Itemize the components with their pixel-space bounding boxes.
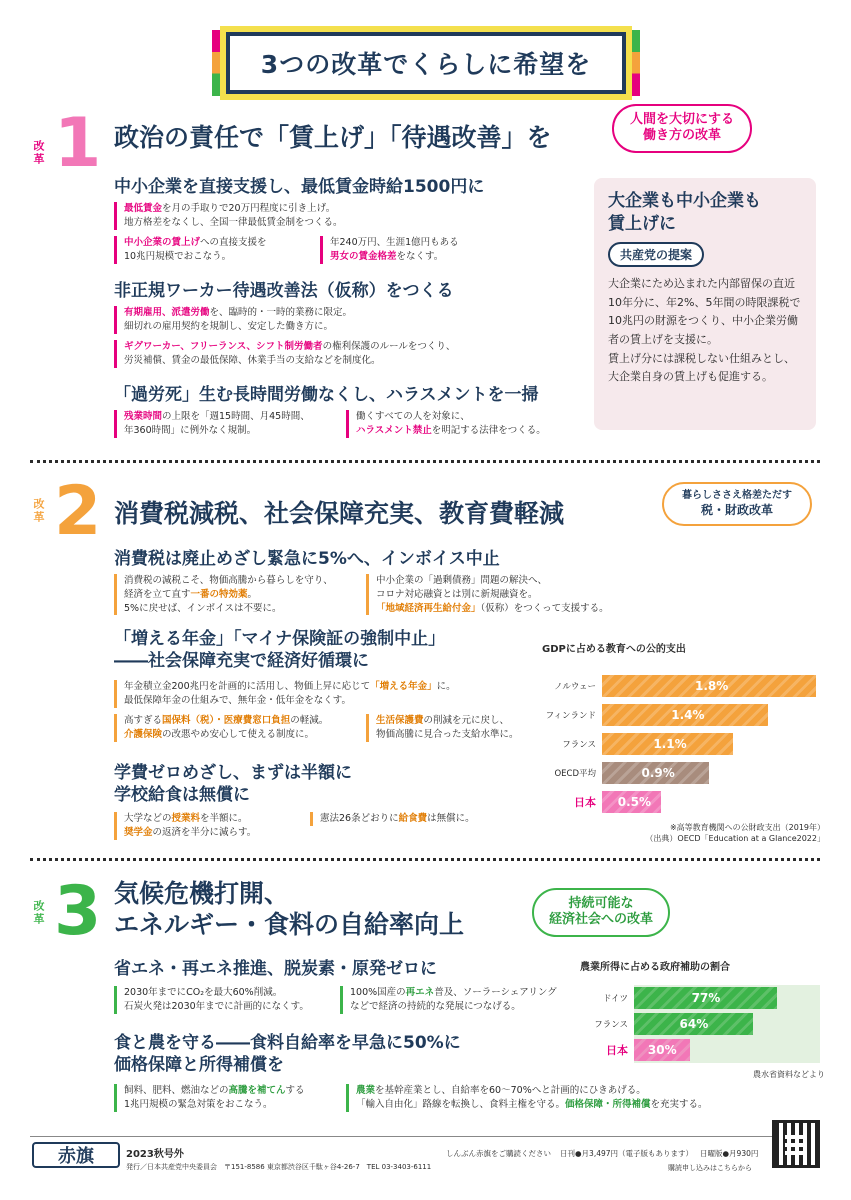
reform-number-1: 1 [54, 104, 102, 183]
chart-bar [602, 791, 661, 813]
t: 5%に戻せば、インボイスは不要に。 [124, 602, 282, 614]
hl: 高騰を補てん [228, 1085, 286, 1096]
s1-sub3: 「過労死」生む長時間労働なくし、ハラスメントを一掃 [114, 385, 539, 405]
hl: ギグワーカー、フリーランス、シフト制労働者 [124, 341, 323, 352]
s2-p7 [310, 812, 520, 826]
t: を月の手取りで20万円程度に引き上げ。 [162, 203, 336, 214]
t: 2030年までにCO₂を最大60%削減。 [124, 987, 283, 998]
hl: 介護保険 [124, 728, 163, 740]
s2-sub3 [114, 762, 352, 806]
t: を基幹産業とし、自給率を60～70%へと計画的にひきあげる。 [375, 1085, 646, 1096]
kaikaku-label-2: 改革 [32, 498, 45, 524]
t: などで経済の持続的な発展につなげる。 [350, 1000, 521, 1012]
s3-p1 [114, 986, 324, 1014]
chart-bar [602, 675, 816, 697]
chart-bar [634, 987, 777, 1009]
title-line: 気候危機打開、 [114, 879, 290, 908]
chart-row [580, 1037, 825, 1063]
t: 年240万円、生涯1億円もある [330, 237, 459, 248]
t: の返済を半分に減らす。 [152, 826, 257, 838]
t: 普及、ソーラーシェアリング [434, 987, 557, 998]
bubble-line: 税・財政改革 [700, 502, 773, 517]
section2-title: 消費税減税、社会保障充実、教育費軽減 [114, 499, 565, 528]
hl: 農業 [356, 1085, 376, 1096]
kaikaku-label-3: 改革 [32, 900, 45, 926]
chart-bar [602, 762, 709, 784]
s3-sub2 [114, 1032, 461, 1076]
bubble-line: 経済社会への改革 [548, 912, 653, 928]
t: は無償に。 [427, 813, 475, 824]
sunday-price: 日曜版●月930円 [700, 1149, 759, 1158]
education-chart [540, 640, 825, 850]
hl: 最低賃金 [124, 203, 163, 214]
t: 年360時間」に例外なく規制。 [124, 424, 257, 436]
headline-banner: 3つの改革でくらしに希望を [226, 32, 626, 94]
title-line: エネルギー・食料の自給率向上 [114, 910, 465, 940]
section1-title: 政治の責任で「賃上げ」「待遇改善」を [114, 123, 552, 152]
chart-row [580, 985, 825, 1011]
hl: 男女の賃金格差 [330, 250, 397, 262]
chart-bar [634, 1013, 753, 1035]
hl: 残業時間 [124, 411, 163, 422]
hl: 「地域経済再生給付金」 [376, 602, 481, 614]
s2-sub1: 消費税は廃止めざし緊急に5%へ、インボイス中止 [114, 549, 500, 569]
s3-p2 [340, 986, 560, 1014]
bubble-line: 持続可能な [568, 896, 634, 911]
chart-row [540, 700, 825, 729]
daily-price: 日刊●月3,497円（電子版もあります） [560, 1149, 694, 1158]
hl: 一番の特効薬 [190, 588, 248, 600]
chart-category-label: ノルウェー [554, 681, 596, 692]
hl: 奨学金 [124, 826, 153, 838]
qr-code-icon[interactable] [772, 1120, 820, 1168]
t: の改悪やめ安心して使える制度に。 [162, 728, 315, 740]
s2-sub2 [114, 628, 445, 672]
chart-row [580, 1011, 825, 1037]
footer [30, 1136, 820, 1137]
sub-line: ――社会保障充実で経済好循環に [114, 651, 369, 672]
s1-sub2: 非正規ワーカー待遇改善法（仮称）をつくる [114, 281, 454, 301]
chart-value-label: 1.4% [671, 707, 705, 722]
t: 細切れの雇用契約を規制し、安定した働き方に。 [124, 320, 334, 332]
chart-category-label: フランス [594, 1020, 628, 1030]
t: の権利保護のルールをつくり、 [322, 341, 456, 352]
bubble-line: 暮らしささえ格差ただす [682, 490, 792, 501]
hl: 授業料 [171, 813, 201, 824]
section2-bubble [662, 482, 812, 526]
s1-sub1: 中小企業を直接支援し、最低賃金時給1500円に [114, 177, 485, 197]
sub-line: 食と農を守る――食料自給率を早急に50%に [114, 1033, 461, 1053]
apply-link[interactable]: 購読申し込みはこちらから [668, 1164, 752, 1172]
t: 飼料、肥料、燃油などの [124, 1085, 229, 1096]
s2-p2 [366, 574, 646, 615]
kaikaku-label-1: 改革 [32, 140, 45, 166]
t: を、臨時的・一時的業務に限定。 [209, 307, 353, 318]
s3-sub1: 省エネ・再エネ推進、脱炭素・原発ゼロに [114, 959, 437, 979]
sub-line: 「増える年金」「マイナ保険証の強制中止」 [114, 629, 446, 649]
note-line: ※高等教育機関への公財政支出（2019年） [669, 823, 825, 832]
t: 10兆円規模でおこなう。 [124, 250, 232, 262]
t: する [285, 1085, 305, 1096]
chart-value-label: 77% [691, 991, 721, 1005]
t: コロナ対応融資とは別に新規融資を。 [376, 588, 538, 600]
s3-p3 [114, 1084, 334, 1112]
chart-row [540, 729, 825, 758]
sub-line: 価格保障と所得補償を [114, 1055, 284, 1076]
t: 物価高騰に見合った支給水準に。 [376, 728, 519, 740]
t: 大学などの [124, 813, 172, 824]
chart-title: 農業所得に占める政府補助の割合 [580, 962, 730, 973]
hl: 給食費 [398, 813, 428, 824]
chart-category-label: 日本 [574, 795, 596, 809]
s1-p3 [320, 236, 560, 264]
s2-p5 [366, 714, 536, 742]
s1-p6 [114, 410, 334, 438]
chart-note: 農水省資料などより [753, 1070, 825, 1079]
chart-value-label: 1.1% [653, 736, 687, 751]
t: 石炭火発は2030年までに計画的になくす。 [124, 1000, 309, 1012]
proposal-tag: 共産党の提案 [608, 242, 704, 267]
t: を充実する。 [650, 1098, 708, 1110]
t: 労災補償、賃金の最低保障、休業手当の支給などを制度化。 [124, 354, 381, 366]
hl: 価格保障・所得補償 [565, 1098, 651, 1110]
chart-category-label: OECD平均 [554, 768, 596, 779]
t: 最低保障年金の仕組みで、無年金・低年金をなくす。 [124, 694, 352, 706]
banner-stripe-right [630, 30, 640, 96]
chart-row [540, 787, 825, 816]
t: 「輸入自由化」路線を転換し、食料主権を守る。 [356, 1098, 566, 1110]
hl: 生活保護費 [376, 715, 424, 726]
publisher: 発行／日本共産党中央委員会 〒151-8586 東京都渋谷区千駄ヶ谷4-26-7 TEL 03-3403-6111 [126, 1163, 432, 1171]
s1-p7 [346, 410, 586, 438]
hl: 有期雇用、派遣労働 [124, 307, 210, 318]
chart-bar [602, 733, 733, 755]
chart-row [540, 671, 825, 700]
t: の削減を元に戻し、 [423, 715, 510, 726]
box-text: 大企業にため込まれた内部留保の直近10年分に、年2%、5年間の時限課税で10兆円の財源をつくり、中小企業労働者の賃上げを支援に。 [608, 276, 801, 346]
s1-p4 [114, 306, 584, 334]
akahata-logo: 赤旗 [32, 1142, 120, 1168]
divider [30, 858, 820, 861]
t: への直接支援を [200, 237, 267, 248]
section3-title [114, 878, 464, 941]
s2-p6 [114, 812, 294, 840]
t: 地方格差をなくし、全国一律最低賃金制をつくる。 [124, 216, 343, 228]
box-text: 賃上げ分には課税しない仕組みとし、大企業自身の賃上げも促進する。 [608, 351, 795, 384]
edition: 2023秋号外 [126, 1149, 184, 1160]
section1-bubble [612, 104, 752, 153]
sub-line: 学費ゼロめざし、まずは半額に [114, 763, 352, 783]
t: 消費税の減税こそ、物価高騰から暮らしを守り、 [124, 575, 333, 586]
hl: 再エネ [405, 987, 435, 998]
chart-category-label: ドイツ [602, 994, 628, 1004]
s1-p2 [114, 236, 314, 264]
hl: 中小企業の賃上げ [124, 237, 201, 248]
t: 働くすべての人を対象に、 [356, 411, 470, 422]
chart-category-label: フィンランド [545, 710, 596, 721]
banner-stripe-left [212, 30, 222, 96]
s1-p5 [114, 340, 584, 368]
reform-number-2: 2 [54, 472, 102, 551]
bubble-line: 人間を大切にする [629, 112, 734, 127]
proposal-box [594, 178, 816, 430]
s2-p1 [114, 574, 354, 615]
hl: ハラスメント禁止 [356, 424, 432, 436]
section3-bubble [532, 888, 670, 937]
box-title-line: 賃上げに [608, 213, 676, 234]
box-title-line: 大企業も中小企業も [608, 191, 761, 211]
t: 経済を立て直す [124, 588, 191, 600]
hl: 「増える年金」 [370, 681, 437, 692]
t: 1兆円規模の緊急対策をおこなう。 [124, 1098, 273, 1110]
chart-bar [634, 1039, 690, 1061]
chart-value-label: 30% [647, 1043, 677, 1057]
divider [30, 460, 820, 463]
t: 高すぎる [124, 715, 163, 726]
s3-p4 [346, 1084, 746, 1112]
t: の上限を「週15時間、月45時間、 [162, 411, 310, 422]
chart-row [540, 758, 825, 787]
t: 中小企業の「過剰債務」問題の解決へ、 [376, 575, 548, 586]
chart-bar [602, 704, 768, 726]
reform-number-3: 3 [54, 872, 102, 951]
t: （仮称）をつくって支援する。 [480, 602, 609, 614]
s2-p3 [114, 680, 514, 708]
s1-p1 [114, 202, 574, 230]
t: 100%国産の [350, 987, 406, 998]
chart-value-label: 0.5% [617, 794, 651, 809]
chart-value-label: 0.9% [641, 765, 675, 780]
t: 憲法26条どおりに [320, 813, 399, 824]
bubble-line: 働き方の改革 [642, 128, 721, 144]
subscribe: しんぶん赤旗をご購読ください [446, 1149, 551, 1158]
note-line: （出典）OECD「Education at a Glance2022」 [645, 834, 825, 844]
t: を半額に。 [200, 813, 248, 824]
t: 。 [247, 588, 258, 600]
s2-p4 [114, 714, 364, 742]
t: に。 [436, 681, 456, 692]
sub-line: 学校給食は無償に [114, 785, 250, 806]
chart-category-label: 日本 [606, 1044, 628, 1057]
t: 年金積立金200兆円を計画的に活用し、物価上昇に応じて [124, 681, 371, 692]
chart-note [540, 822, 825, 844]
t: の軽減。 [290, 715, 329, 726]
t: をなくす。 [396, 250, 444, 262]
hl: 国保料（税）・医療費窓口負担 [162, 715, 291, 726]
chart-value-label: 1.8% [695, 678, 729, 693]
chart-value-label: 64% [679, 1017, 709, 1031]
chart-title: GDPに占める教育への公的支出 [542, 644, 686, 655]
chart-category-label: フランス [562, 739, 596, 750]
t: を明記する法律をつくる。 [431, 424, 546, 436]
agri-chart [580, 958, 825, 1088]
